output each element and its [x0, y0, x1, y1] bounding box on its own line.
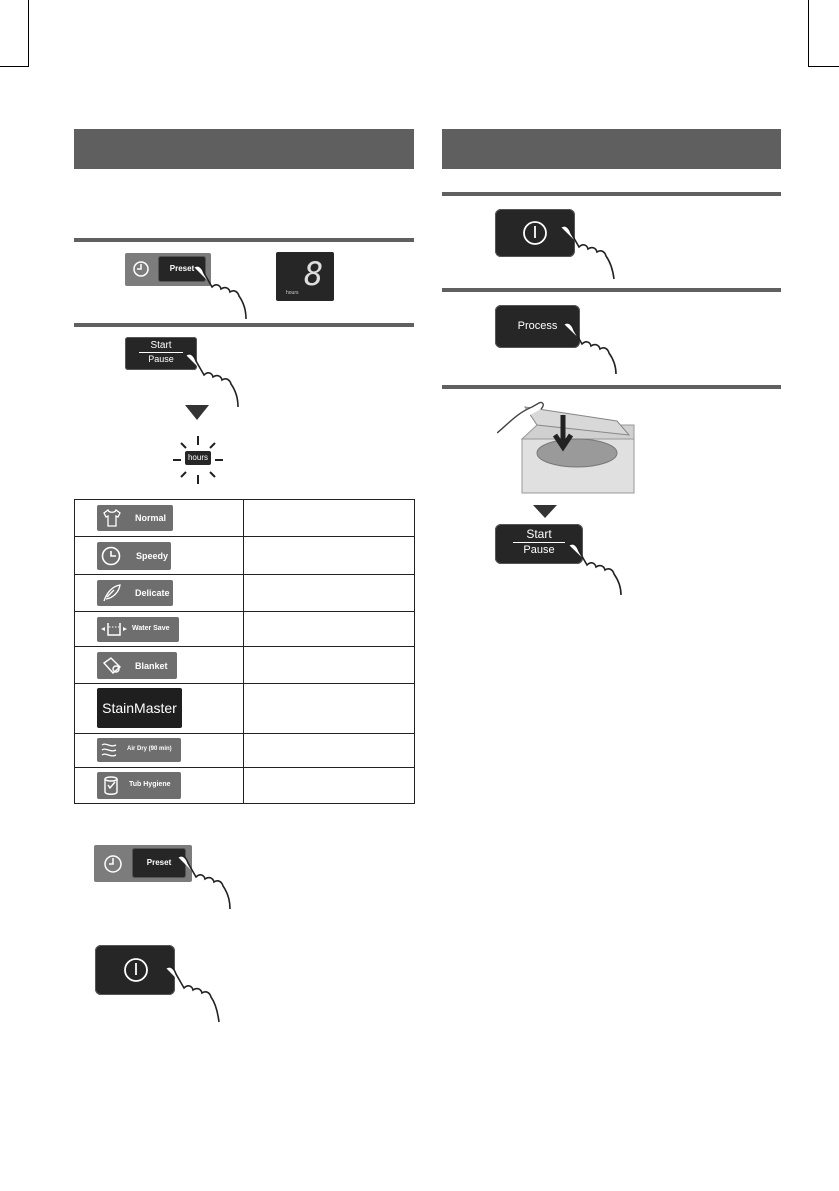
program-water-save-chip — [97, 617, 179, 642]
program-delicate-chip — [97, 580, 173, 606]
clock-icon — [132, 260, 150, 283]
power-icon — [521, 219, 549, 247]
table-row — [75, 537, 415, 575]
table-row — [75, 734, 415, 768]
hand-pointer-icon — [565, 541, 627, 597]
speedy-icon — [100, 545, 122, 567]
display-digit: 8 — [304, 255, 324, 293]
tub-hygiene-icon — [100, 774, 122, 797]
down-arrow-icon — [185, 405, 209, 421]
hand-pointer-icon — [182, 351, 244, 409]
digital-display — [276, 252, 334, 301]
feather-icon — [101, 582, 123, 604]
hand-pointer-icon — [190, 263, 252, 321]
right-section-header — [442, 129, 781, 169]
program-normal-chip — [97, 505, 173, 531]
program-blanket-chip — [97, 652, 177, 679]
program-label: Blanket — [135, 661, 168, 671]
pause-label: Pause — [523, 544, 555, 556]
pause-label: Pause — [148, 354, 174, 364]
left-section-header — [74, 129, 414, 169]
shirt-icon — [101, 507, 123, 529]
water-save-icon — [100, 619, 128, 640]
power-icon — [122, 956, 150, 984]
table-row — [75, 684, 415, 734]
hours-blink-badge: hours — [185, 451, 211, 465]
table-row — [75, 647, 415, 684]
program-label: Delicate — [135, 588, 170, 598]
table-row — [75, 500, 415, 537]
right-step2-rule — [442, 288, 781, 292]
table-row — [75, 575, 415, 612]
hand-pointer-icon — [560, 320, 622, 376]
program-label: Tub Hygiene — [129, 781, 171, 788]
hand-pointer-icon — [557, 223, 621, 281]
table-row — [75, 612, 415, 647]
program-speedy-chip — [97, 542, 171, 570]
air-dry-icon — [100, 741, 120, 759]
right-step1-rule — [442, 192, 781, 196]
down-arrow-icon — [533, 505, 557, 519]
crop-mark-left — [0, 0, 29, 67]
right-step3-rule — [442, 385, 781, 389]
left-step1-rule — [74, 238, 414, 242]
display-unit: hours — [286, 290, 299, 296]
crop-mark-right — [808, 0, 839, 67]
program-label: Water Save — [132, 625, 170, 632]
process-button[interactable]: Process — [495, 305, 580, 348]
blanket-icon — [101, 655, 123, 676]
programs-table — [74, 499, 415, 804]
program-stainmaster-chip: StainMaster — [97, 688, 182, 728]
program-label: Air Dry (90 min) — [127, 746, 172, 752]
preset-button[interactable]: Preset — [158, 256, 206, 282]
program-tub-hygiene-chip — [97, 772, 181, 799]
start-label: Start — [526, 527, 552, 541]
program-air-dry-chip — [97, 738, 181, 762]
table-row — [75, 768, 415, 804]
hand-pointer-icon — [174, 853, 236, 911]
start-label: Start — [150, 340, 172, 351]
preset-button[interactable]: Preset — [132, 848, 186, 878]
left-step2-rule — [74, 323, 414, 327]
program-label: Speedy — [136, 551, 169, 561]
hand-pointer-icon — [162, 964, 226, 1024]
clock-icon — [103, 854, 123, 879]
program-label: Normal — [135, 513, 167, 523]
washer-lid-illustration — [497, 395, 637, 495]
